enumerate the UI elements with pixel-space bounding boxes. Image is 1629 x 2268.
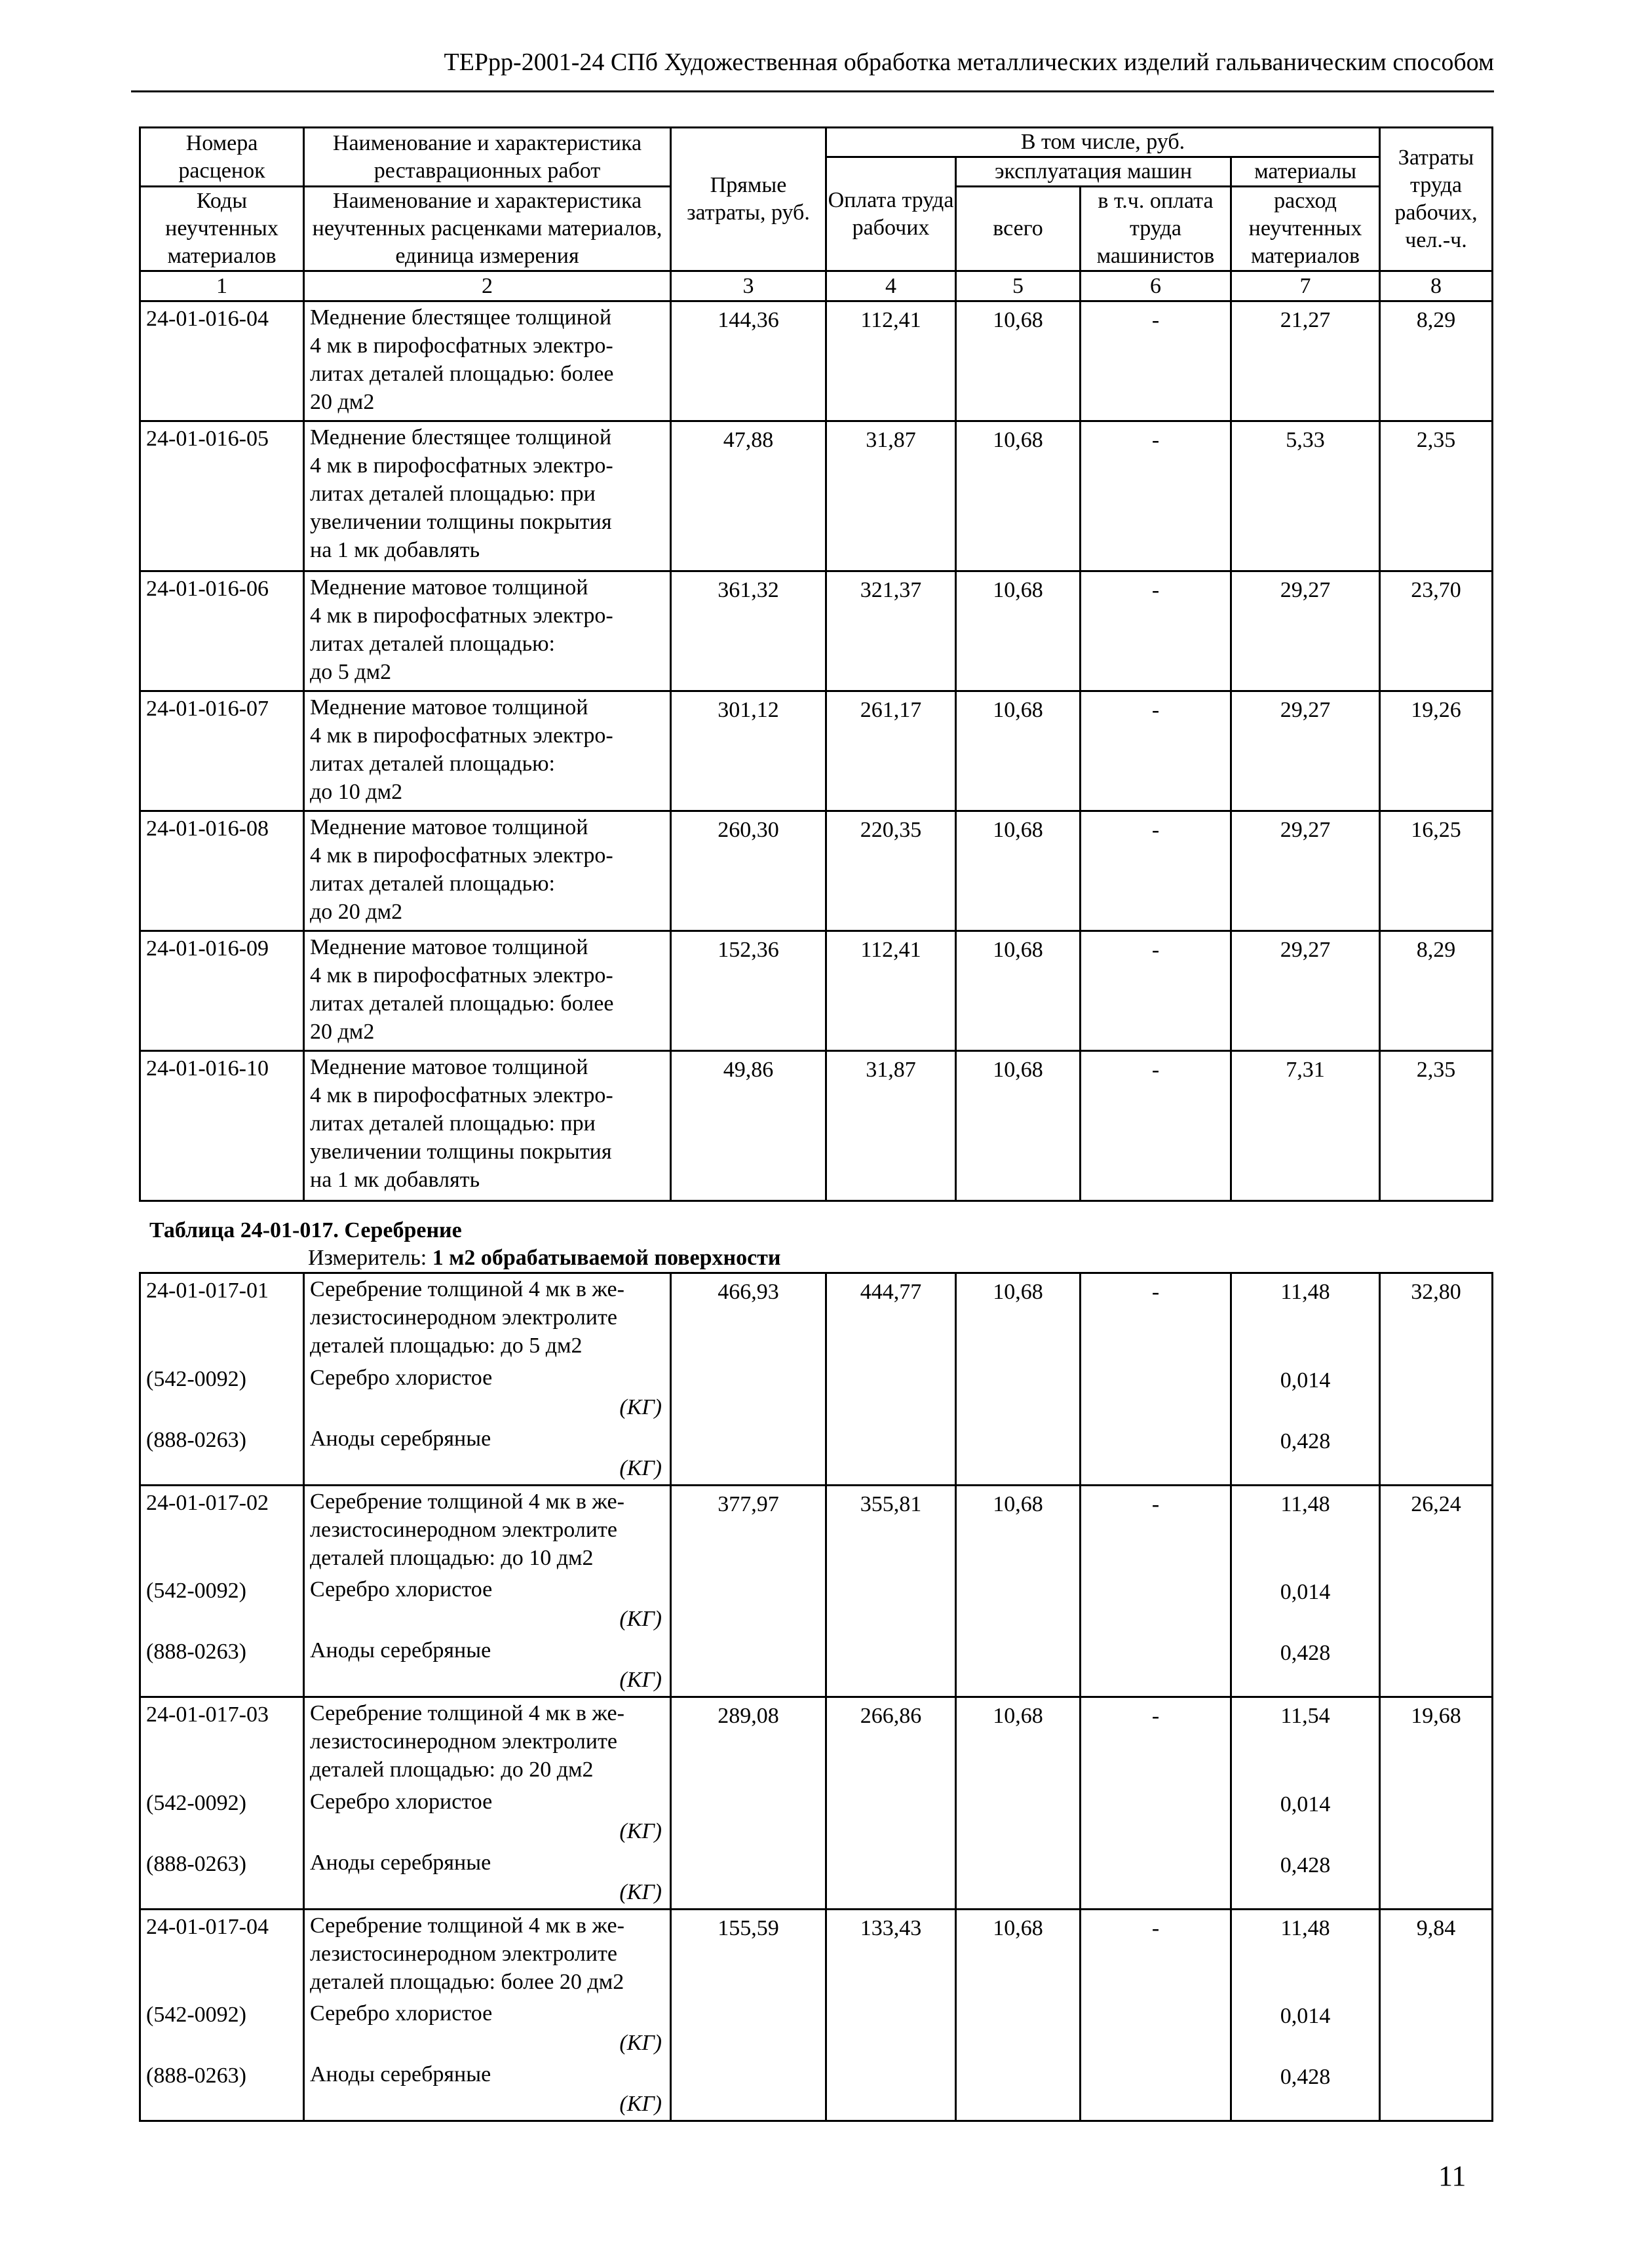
materials-cost: 29,27 bbox=[1231, 571, 1380, 691]
table-row bbox=[140, 421, 1493, 571]
column-number: 8 bbox=[1380, 271, 1493, 301]
machines-total: 10,68 bbox=[956, 691, 1081, 811]
material-unit: (КГ) bbox=[619, 2092, 662, 2116]
column-number: 2 bbox=[304, 271, 671, 301]
rate-code: 24-01-017-01 bbox=[140, 1273, 304, 1362]
rate-code: 24-01-017-02 bbox=[140, 1485, 304, 1574]
header-labor-pay: Оплата труда рабочих bbox=[826, 157, 956, 271]
rate-code: 24-01-016-05 bbox=[140, 421, 304, 571]
labor-hours: 8,29 bbox=[1380, 301, 1493, 421]
table-row bbox=[140, 301, 1493, 421]
machines-total: 10,68 bbox=[956, 811, 1081, 931]
header-rule bbox=[131, 90, 1494, 92]
table-row bbox=[140, 571, 1493, 691]
machinist-pay: - bbox=[1081, 811, 1231, 931]
machinist-pay: - bbox=[1081, 1485, 1231, 1574]
column-number: 7 bbox=[1231, 271, 1380, 301]
rate-description: Серебрение толщиной 4 мк в же- лезистосинеродном электролите деталей площадью: более 20 дм2 bbox=[304, 1909, 671, 1998]
direct-costs: 155,59 bbox=[671, 1909, 826, 1998]
table-row bbox=[140, 1273, 1493, 1362]
material-unit: (КГ) bbox=[619, 1607, 662, 1631]
table-row bbox=[140, 1485, 1493, 1574]
machines-total: 10,68 bbox=[956, 931, 1081, 1051]
rate-code: 24-01-016-08 bbox=[140, 811, 304, 931]
machinist-pay: - bbox=[1081, 691, 1231, 811]
labor-pay: 112,41 bbox=[826, 931, 956, 1051]
machines-total: 10,68 bbox=[956, 1485, 1081, 1574]
material-unit: (КГ) bbox=[619, 1455, 662, 1480]
labor-hours: 9,84 bbox=[1380, 1909, 1493, 1998]
header-machines-total: всего bbox=[956, 187, 1081, 271]
direct-costs: 47,88 bbox=[671, 421, 826, 571]
column-number: 6 bbox=[1081, 271, 1231, 301]
material-quantity: 0,428 bbox=[1231, 1423, 1380, 1486]
table-row bbox=[140, 691, 1493, 811]
labor-pay: 321,37 bbox=[826, 571, 956, 691]
rate-code: 24-01-016-09 bbox=[140, 931, 304, 1051]
material-quantity: 0,428 bbox=[1231, 1635, 1380, 1697]
rate-code: 24-01-017-03 bbox=[140, 1697, 304, 1786]
direct-costs: 289,08 bbox=[671, 1697, 826, 1786]
machines-total: 10,68 bbox=[956, 1051, 1081, 1201]
labor-pay: 355,81 bbox=[826, 1485, 956, 1574]
material-name: Серебро хлористое bbox=[310, 1789, 493, 1814]
rate-description: Меднение матовое толщиной 4 мк в пирофосфатных электро- литах деталей площадью: более 20 дм2 bbox=[304, 931, 671, 1051]
header-work-name: Наименование и характеристика реставрационных работ bbox=[304, 128, 671, 187]
table-row bbox=[140, 931, 1493, 1051]
material-code: (542-0092) bbox=[140, 1786, 304, 1847]
material-name: Аноды серебряные bbox=[310, 1850, 491, 1875]
labor-hours: 16,25 bbox=[1380, 811, 1493, 931]
machinist-pay: - bbox=[1081, 301, 1231, 421]
material-quantity: 0,014 bbox=[1231, 1998, 1380, 2059]
machines-total: 10,68 bbox=[956, 571, 1081, 691]
materials-cost: 29,27 bbox=[1231, 931, 1380, 1051]
direct-costs: 49,86 bbox=[671, 1051, 826, 1201]
table-row bbox=[140, 1909, 1493, 1998]
labor-pay: 444,77 bbox=[826, 1273, 956, 1362]
material-row bbox=[140, 1786, 1493, 1847]
header-including: В том числе, руб. bbox=[826, 128, 1380, 157]
direct-costs: 260,30 bbox=[671, 811, 826, 931]
machines-total: 10,68 bbox=[956, 1273, 1081, 1362]
material-name: Серебро хлористое bbox=[310, 2001, 493, 2026]
material-code: (542-0092) bbox=[140, 1574, 304, 1635]
material-name: Аноды серебряные bbox=[310, 2062, 491, 2086]
materials-cost: 5,33 bbox=[1231, 421, 1380, 571]
column-number: 1 bbox=[140, 271, 304, 301]
labor-hours: 23,70 bbox=[1380, 571, 1493, 691]
header-material-names: Наименование и характеристика неучтенных расценками материалов, единица измерения bbox=[304, 187, 671, 271]
rate-description: Меднение матовое толщиной 4 мк в пирофосфатных электро- литах деталей площадью: до 5 дм2 bbox=[304, 571, 671, 691]
materials-cost: 7,31 bbox=[1231, 1051, 1380, 1201]
header-materials: материалы bbox=[1231, 157, 1380, 187]
direct-costs: 144,36 bbox=[671, 301, 826, 421]
column-number: 3 bbox=[671, 271, 826, 301]
material-code: (888-0263) bbox=[140, 1423, 304, 1486]
material-name: Серебро хлористое bbox=[310, 1365, 493, 1390]
material-row bbox=[140, 1847, 1493, 1910]
rates-table bbox=[139, 126, 1493, 1202]
page-header: ТЕРрр-2001-24 СПб Художественная обработка металлических изделий гальваническим способом bbox=[444, 48, 1494, 76]
labor-hours: 2,35 bbox=[1380, 421, 1493, 571]
column-number: 5 bbox=[956, 271, 1081, 301]
rate-description: Меднение матовое толщиной 4 мк в пирофосфатных электро- литах деталей площадью: до 10 дм2 bbox=[304, 691, 671, 811]
rate-description: Серебрение толщиной 4 мк в же- лезистосинеродном электролите деталей площадью: до 5 дм2 bbox=[304, 1273, 671, 1362]
column-number: 4 bbox=[826, 271, 956, 301]
machinist-pay: - bbox=[1081, 571, 1231, 691]
material-name: Серебро хлористое bbox=[310, 1577, 493, 1602]
page-number: 11 bbox=[1438, 2160, 1466, 2192]
labor-hours: 8,29 bbox=[1380, 931, 1493, 1051]
labor-pay: 266,86 bbox=[826, 1697, 956, 1786]
table-row bbox=[140, 811, 1493, 931]
material-code: (888-0263) bbox=[140, 1635, 304, 1697]
labor-pay: 112,41 bbox=[826, 301, 956, 421]
measure-value: 1 м2 обрабатываемой поверхности bbox=[432, 1246, 781, 1270]
machinist-pay: - bbox=[1081, 931, 1231, 1051]
header-rate-numbers: Номера расценок bbox=[140, 128, 304, 187]
materials-cost: 29,27 bbox=[1231, 691, 1380, 811]
labor-pay: 220,35 bbox=[826, 811, 956, 931]
rate-code: 24-01-017-04 bbox=[140, 1909, 304, 1998]
material-row bbox=[140, 1423, 1493, 1486]
materials-cost: 11,48 bbox=[1231, 1909, 1380, 1998]
material-row bbox=[140, 1635, 1493, 1697]
materials-cost: 21,27 bbox=[1231, 301, 1380, 421]
material-code: (542-0092) bbox=[140, 1998, 304, 2059]
material-row bbox=[140, 2059, 1493, 2121]
machinist-pay: - bbox=[1081, 1051, 1231, 1201]
header-labor-hours: Затраты труда рабочих, чел.-ч. bbox=[1380, 128, 1493, 271]
material-name: Аноды серебряные bbox=[310, 1426, 491, 1451]
labor-hours: 32,80 bbox=[1380, 1273, 1493, 1362]
labor-pay: 261,17 bbox=[826, 691, 956, 811]
silver-table bbox=[139, 1272, 1493, 2122]
material-quantity: 0,428 bbox=[1231, 1847, 1380, 1910]
material-code: (888-0263) bbox=[140, 1847, 304, 1910]
machinist-pay: - bbox=[1081, 1273, 1231, 1362]
rate-description: Меднение блестящее толщиной 4 мк в пирофосфатных электро- литах деталей площадью: при увеличении толщины покрытия на 1 мк добавлять bbox=[304, 421, 671, 571]
material-unit: (КГ) bbox=[619, 1394, 662, 1419]
header-direct-costs: Прямые затраты, руб. bbox=[671, 128, 826, 271]
machines-total: 10,68 bbox=[956, 1697, 1081, 1786]
material-name: Аноды серебряные bbox=[310, 1638, 491, 1663]
material-row bbox=[140, 1362, 1493, 1423]
labor-hours: 19,26 bbox=[1380, 691, 1493, 811]
rate-description: Серебрение толщиной 4 мк в же- лезистосинеродном электролите деталей площадью: до 10 дм2 bbox=[304, 1485, 671, 1574]
table-row bbox=[140, 1697, 1493, 1786]
material-quantity: 0,014 bbox=[1231, 1574, 1380, 1635]
machines-total: 10,68 bbox=[956, 421, 1081, 571]
material-quantity: 0,014 bbox=[1231, 1362, 1380, 1423]
rate-description: Меднение матовое толщиной 4 мк в пирофосфатных электро- литах деталей площадью: при увеличении толщины покрытия на 1 мк добавлять bbox=[304, 1051, 671, 1201]
material-unit: (КГ) bbox=[619, 1668, 662, 1692]
material-unit: (КГ) bbox=[619, 1818, 662, 1843]
labor-hours: 19,68 bbox=[1380, 1697, 1493, 1786]
materials-cost: 29,27 bbox=[1231, 811, 1380, 931]
direct-costs: 152,36 bbox=[671, 931, 826, 1051]
machines-total: 10,68 bbox=[956, 1909, 1081, 1998]
labor-pay: 31,87 bbox=[826, 1051, 956, 1201]
rate-description: Серебрение толщиной 4 мк в же- лезистосинеродном электролите деталей площадью: до 20 дм2 bbox=[304, 1697, 671, 1786]
table-row bbox=[140, 1051, 1493, 1201]
material-row bbox=[140, 1574, 1493, 1635]
material-quantity: 0,014 bbox=[1231, 1786, 1380, 1847]
header-machine-operation: эксплуатация машин bbox=[956, 157, 1231, 187]
materials-cost: 11,54 bbox=[1231, 1697, 1380, 1786]
machinist-pay: - bbox=[1081, 1697, 1231, 1786]
labor-hours: 2,35 bbox=[1380, 1051, 1493, 1201]
rate-code: 24-01-016-04 bbox=[140, 301, 304, 421]
header-material-consumption: расход неучтенных материалов bbox=[1231, 187, 1380, 271]
direct-costs: 377,97 bbox=[671, 1485, 826, 1574]
machines-total: 10,68 bbox=[956, 301, 1081, 421]
labor-pay: 31,87 bbox=[826, 421, 956, 571]
header-material-codes: Коды неучтенных материалов bbox=[140, 187, 304, 271]
direct-costs: 301,12 bbox=[671, 691, 826, 811]
measure-label: Измеритель: bbox=[308, 1246, 427, 1270]
rate-description: Меднение блестящее толщиной 4 мк в пирофосфатных электро- литах деталей площадью: более 20 дм2 bbox=[304, 301, 671, 421]
material-code: (888-0263) bbox=[140, 2059, 304, 2121]
rate-description: Меднение матовое толщиной 4 мк в пирофосфатных электро- литах деталей площадью: до 20 дм2 bbox=[304, 811, 671, 931]
direct-costs: 361,32 bbox=[671, 571, 826, 691]
labor-hours: 26,24 bbox=[1380, 1485, 1493, 1574]
table-caption: Таблица 24-01-017. Серебрение bbox=[149, 1218, 462, 1242]
material-unit: (КГ) bbox=[619, 2031, 662, 2055]
rate-code: 24-01-016-07 bbox=[140, 691, 304, 811]
rate-code: 24-01-016-06 bbox=[140, 571, 304, 691]
machinist-pay: - bbox=[1081, 421, 1231, 571]
machinist-pay: - bbox=[1081, 1909, 1231, 1998]
material-row bbox=[140, 1998, 1493, 2059]
column-number-row bbox=[140, 271, 1493, 301]
materials-cost: 11,48 bbox=[1231, 1273, 1380, 1362]
material-unit: (КГ) bbox=[619, 1879, 662, 1904]
header-machinist-pay: в т.ч. оплата труда машинистов bbox=[1081, 187, 1231, 271]
rate-code: 24-01-016-10 bbox=[140, 1051, 304, 1201]
direct-costs: 466,93 bbox=[671, 1273, 826, 1362]
labor-pay: 133,43 bbox=[826, 1909, 956, 1998]
measure-line bbox=[308, 1244, 780, 1273]
materials-cost: 11,48 bbox=[1231, 1485, 1380, 1574]
material-code: (542-0092) bbox=[140, 1362, 304, 1423]
material-quantity: 0,428 bbox=[1231, 2059, 1380, 2121]
